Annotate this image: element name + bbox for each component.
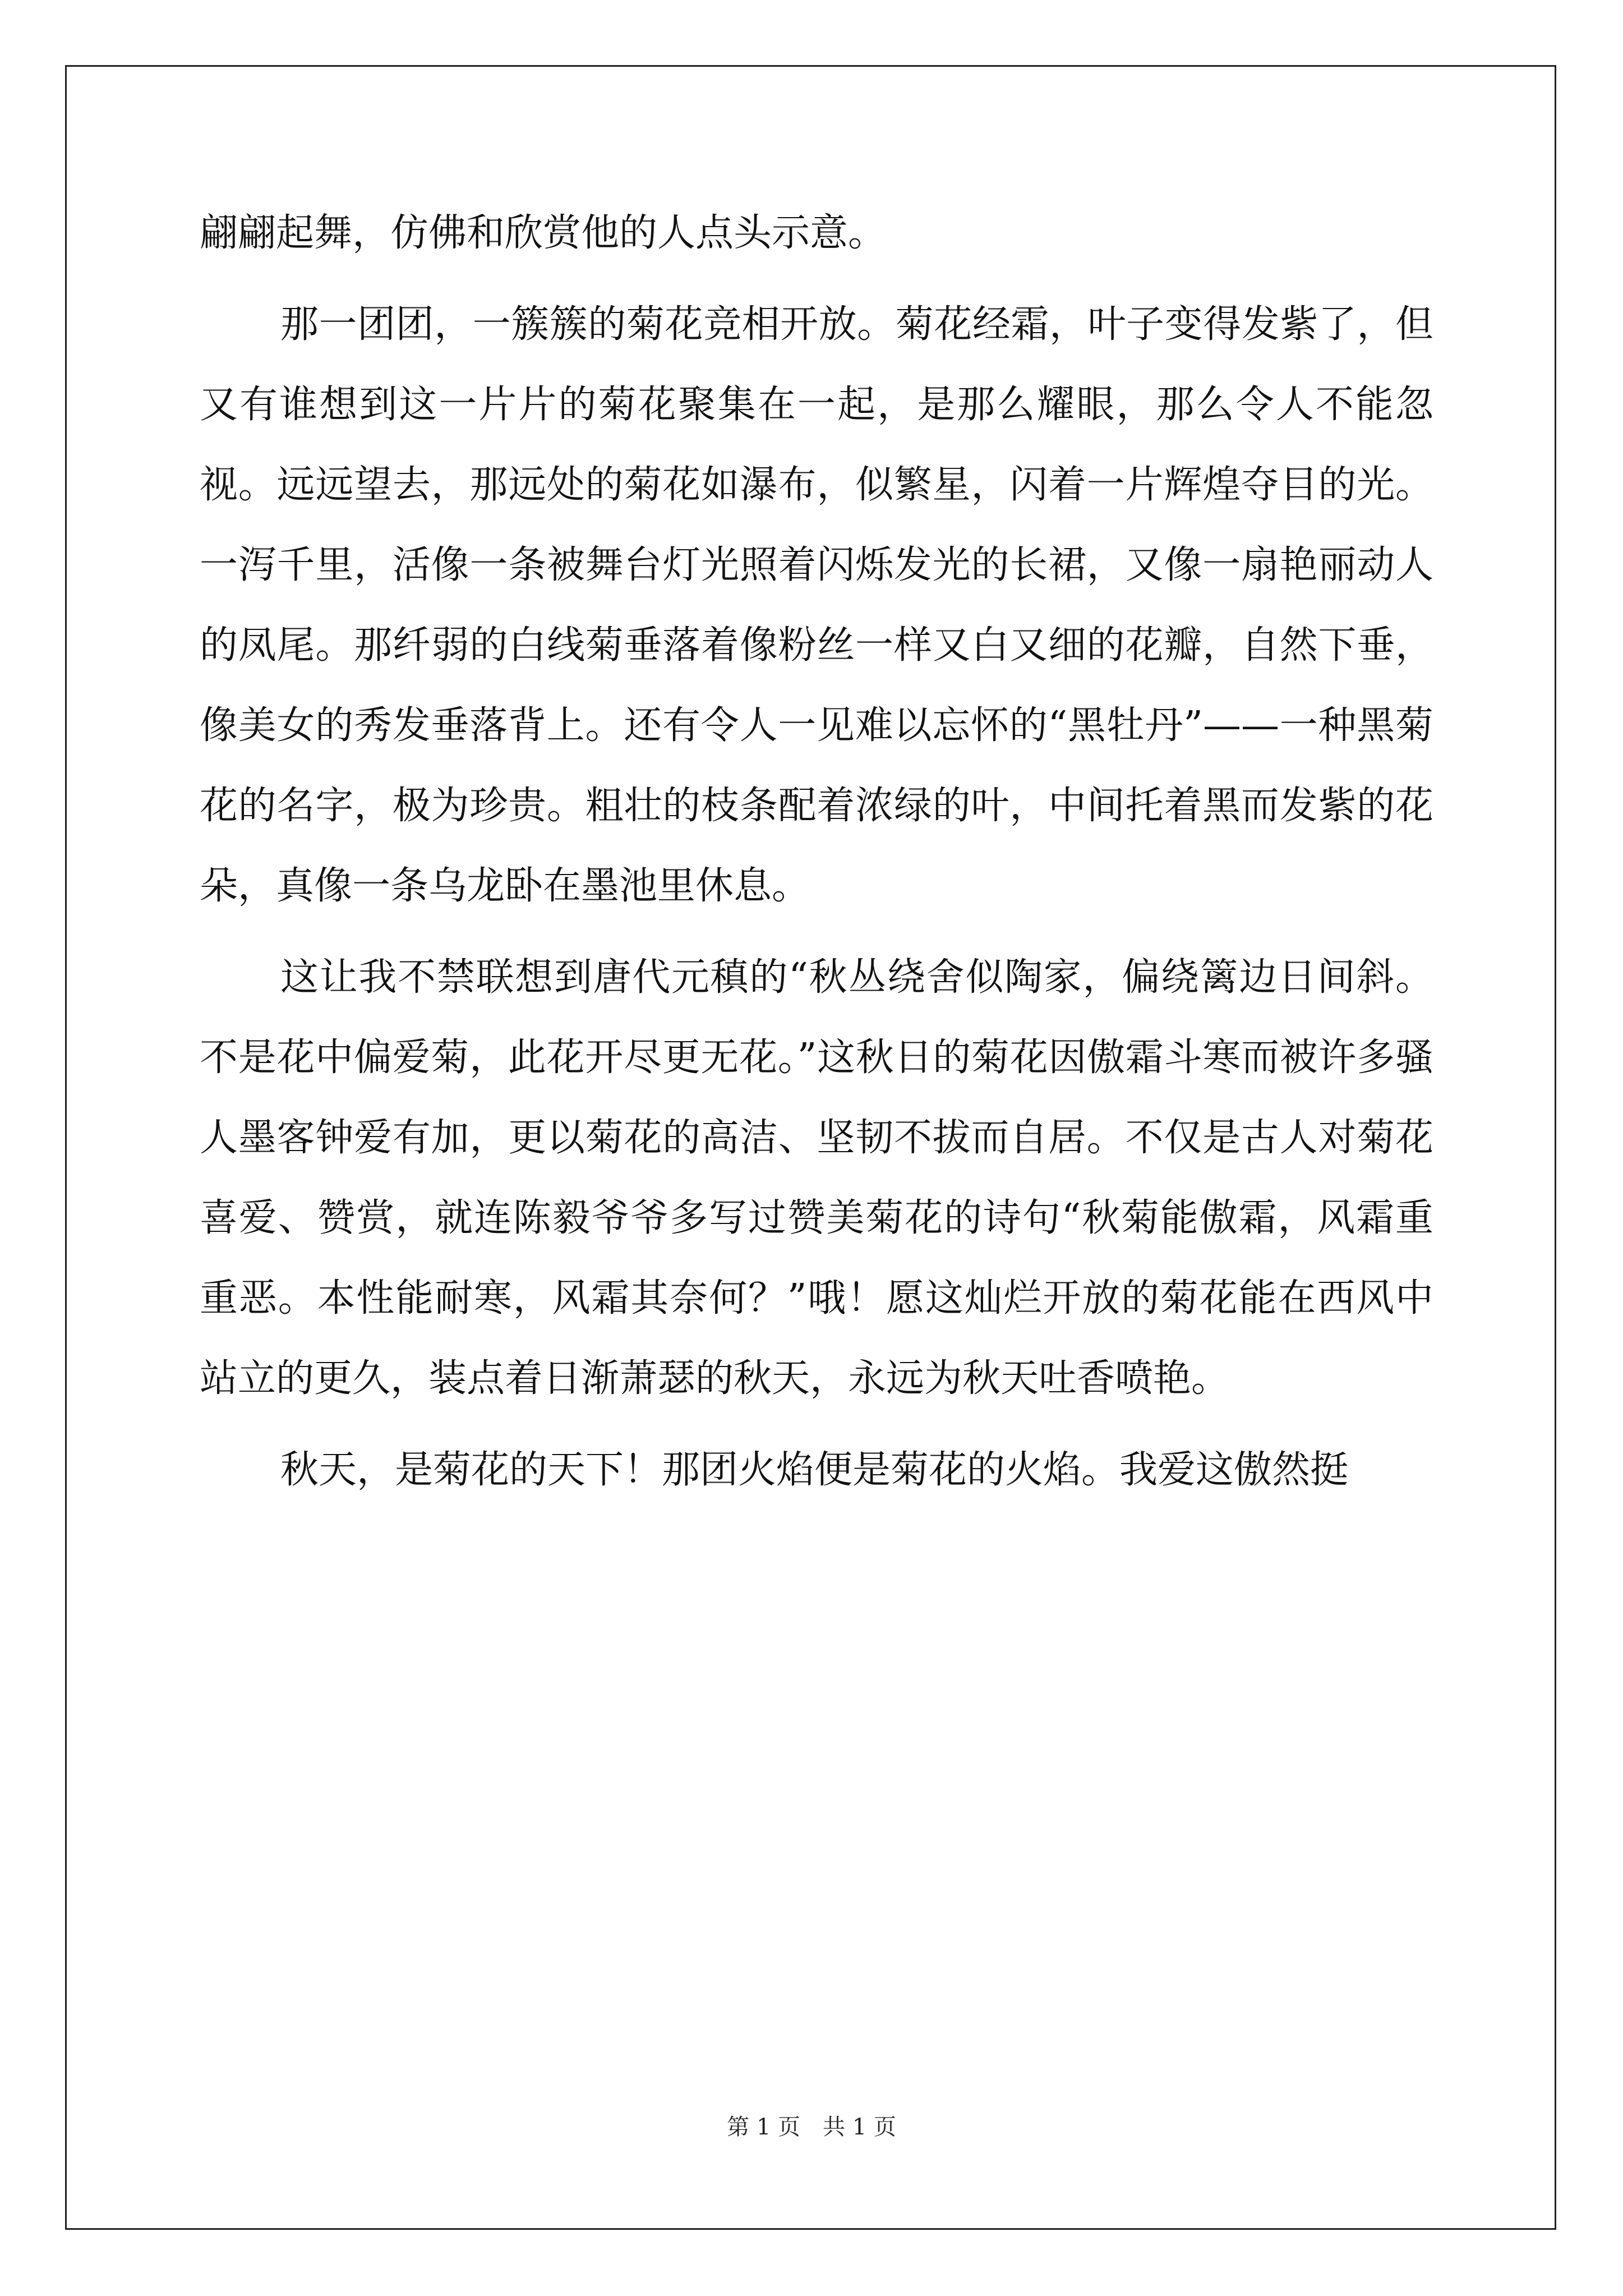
paragraph-2: 那一团团，一簇簇的菊花竞相开放。菊花经霜，叶子变得发紫了，但又有谁想到这一片片的菊花聚集在一起，是那么耀眼，那么令人不能忽视。远远望去，那远处的菊花如瀑布，似繁星，闪着一片辉煌夺目的光。一泻千里，活像一条被舞台灯光照着闪烁发光的长裙，又像一扇艳丽动人的凤尾。那纤弱的白线菊垂落着像粉丝一样又白又细的花瓣，自然下垂，像美女的秀发垂落背上。还有令人一见难以忘怀的“黑牡丹”——一种黑菊花的名字，极为珍贵。粗壮的枝条配着浓绿的叶，中间托着黑而发紫的花朵，真像一条乌龙卧在墨池里休息。 [200, 302, 1433, 908]
paragraph-1: 翩翩起舞，仿佛和欣赏他的人点头示意。 [200, 211, 887, 255]
paragraph-3: 这让我不禁联想到唐代元稹的“秋丛绕舍似陶家，偏绕篱边日间斜。不是花中偏爱菊，此花开尽更无花。”这秋日的菊花因傲霜斗寒而被许多骚人墨客钟爱有加，更以菊花的高洁、坚韧不拔而自居。不仅是古人对菊花喜爱、赞赏，就连陈毅爷爷多写过赞美菊花的诗句“秋菊能傲霜，风霜重重恶。本性能耐寒，风霜其奈何？”哦！愿这灿烂开放的菊花能在西风中站立的更久，装点着日渐萧瑟的秋天，永远为秋天吐香喷艳。 [200, 955, 1433, 1401]
page-footer: 第 1 页 共 1 页 [727, 2114, 896, 2140]
paragraph-4: 秋天，是菊花的天下！那团火焰便是菊花的火焰。我爱这傲然挺 [280, 1448, 1349, 1492]
document-body [200, 193, 1433, 1521]
